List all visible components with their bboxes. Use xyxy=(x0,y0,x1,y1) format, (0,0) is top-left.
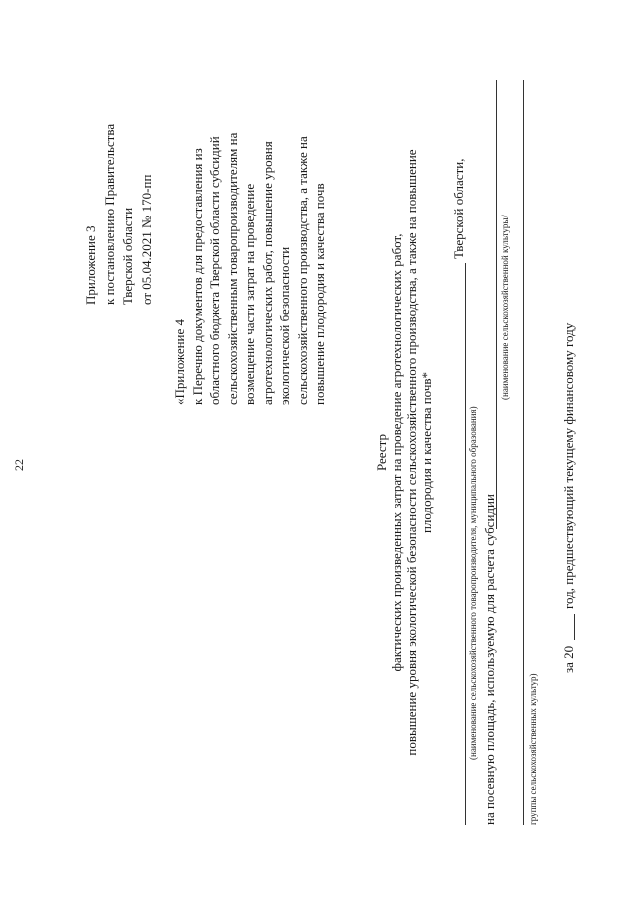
producer-caption: (наименование сельскохозяйственного товаропроизводителя, муниципального образования) xyxy=(468,406,478,760)
appendix-4-line: к Перечню документов для предоставления из xyxy=(189,148,205,405)
area-text: на посевную площадь, используемую для расчета субсидии xyxy=(482,494,497,825)
appendix-4-line: сельскохозяйственным товаропроизводителям на xyxy=(224,132,240,405)
groups-caption: группы сельскохозяйственных культур) xyxy=(528,673,538,825)
appendix-3-line: Тверской области xyxy=(120,207,135,305)
appendix-4-line: агротехнологических работ, повышение уровня xyxy=(259,141,275,405)
crop-caption: (наименование сельскохозяйственной культуры/ xyxy=(500,215,510,400)
producer-name-line xyxy=(465,263,466,825)
appendix-4-line: «Приложение 4 xyxy=(172,318,187,405)
title-heading: Реестр xyxy=(374,433,389,472)
title-line: фактических произведенных затрат на проведение агротехнологических работ, xyxy=(389,233,404,672)
appendix-3-line: от 05.04.2021 № 170-пп xyxy=(138,174,154,305)
crop-group-line xyxy=(523,80,524,825)
appendix-4-block xyxy=(171,133,329,405)
register-title xyxy=(374,80,434,825)
appendix-4-line: повышение плодородия и качества почв xyxy=(312,183,327,405)
title-line: повышение уровня экологической безопасности сельскохозяйственного производства, а также на повышение xyxy=(404,149,419,756)
year-blank-line xyxy=(574,614,575,640)
appendix-3-line: к постановлению Правительства xyxy=(101,123,117,305)
appendix-4-line: возмещение части затрат на проведение xyxy=(242,183,257,405)
title-line: плодородия и качества почв* xyxy=(419,371,434,534)
region-suffix: Тверской области, xyxy=(451,158,466,259)
appendix-4-line: экологической безопасности xyxy=(277,246,292,405)
year-prefix: за 20 xyxy=(561,645,576,673)
appendix-3-line: Приложение 3 xyxy=(83,225,98,305)
appendix-4-line: областного бюджета Тверской области субсидий xyxy=(207,136,222,405)
appendix-3-block xyxy=(82,124,156,305)
appendix-4-line: сельскохозяйственного производства, а также на xyxy=(294,136,310,405)
year-suffix: год, предшествующий текущему финансовому году xyxy=(561,322,576,609)
page-number: 22 xyxy=(12,459,26,471)
crop-name-line xyxy=(496,80,497,529)
